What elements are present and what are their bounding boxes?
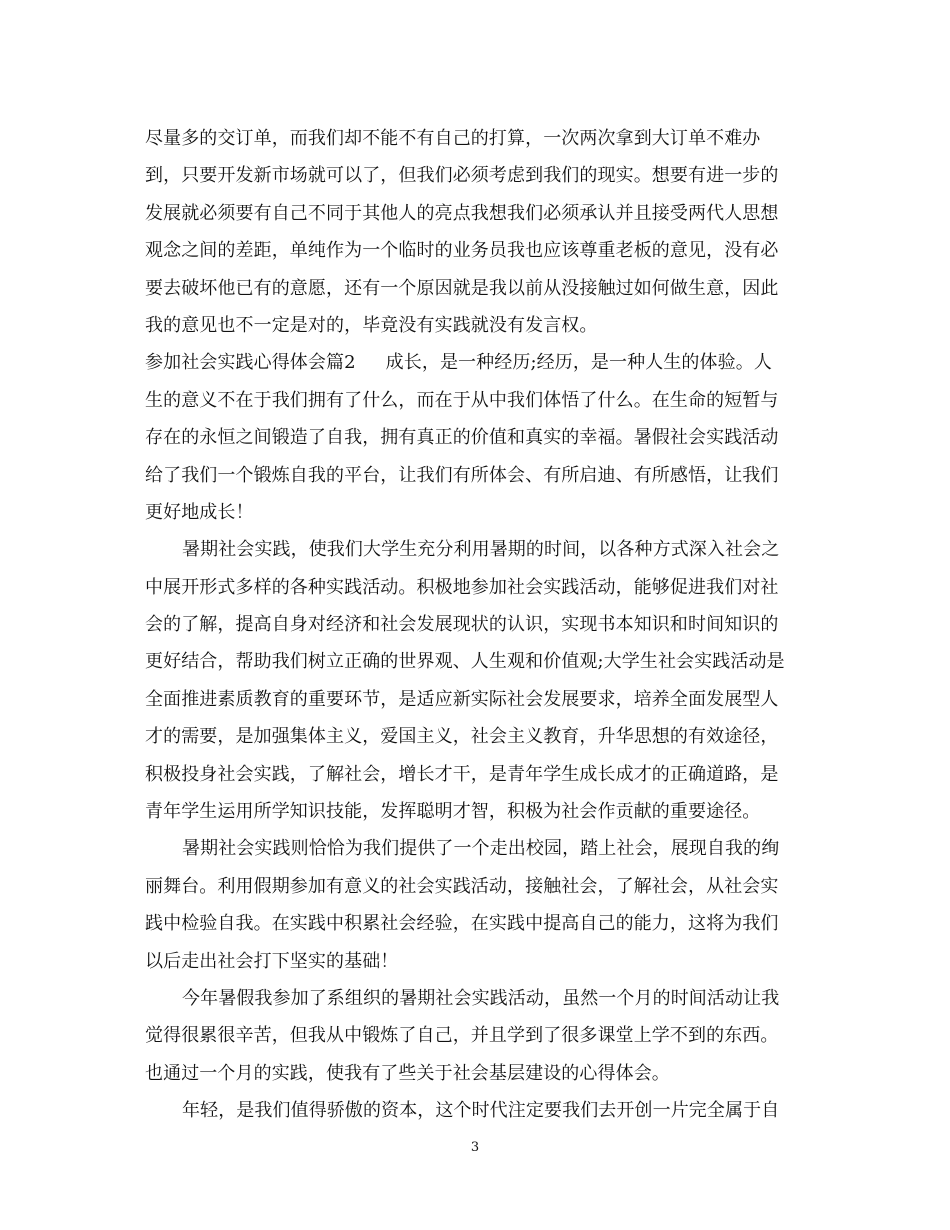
text-line: 才的需要，是加强集体主义，爱国主义，社会主义教育，升华思想的有效途径，	[145, 726, 779, 748]
text-line: 丽舞台。利用假期参加有意义的社会实践活动，接触社会，了解社会，从社会实	[145, 875, 779, 897]
paragraph-first-line: 暑期社会实践则恰恰为我们提供了一个走出校园，踏上社会，展现自我的绚	[182, 838, 780, 860]
text-line: 更好结合，帮助我们树立正确的世界观、人生观和价值观;大学生社会实践活动是	[145, 651, 785, 673]
text-line: 青年学生运用所学知识技能，发挥聪明才智，积极为社会作贡献的重要途径。	[145, 801, 761, 823]
text-line: 会的了解，提高自身对经济和社会发展现状的认识，实现书本知识和时间知识的	[145, 614, 779, 636]
text-line: 要去破坏他已有的意愿，还有一个原因就是我以前从没接触过如何做生意，因此	[145, 277, 779, 299]
document-body	[145, 120, 811, 1130]
text-line: 生的意义不在于我们拥有了什么，而在于从中我们体悟了什么。在生命的短暂与	[145, 389, 779, 411]
text-line: 以后走出社会打下坚实的基础！	[145, 950, 399, 972]
section-heading-line	[145, 344, 811, 381]
text-line: 观念之间的差距，单纯作为一个临时的业务员我也应该尊重老板的意见，没有必	[145, 240, 779, 262]
text-line: 更好地成长！	[145, 501, 254, 523]
section-first-sentence: 成长，是一种经历;经历，是一种人生的体验。人	[385, 352, 772, 374]
text-line: 发展就必须要有自己不同于其他人的亮点我想我们必须承认并且接受两代人思想	[145, 202, 779, 224]
paragraph-first-line: 暑期社会实践，使我们大学生充分利用暑期的时间，以各种方式深入社会之	[182, 539, 780, 561]
text-line: 觉得很累很辛苦，但我从中锻炼了自己，并且学到了很多课堂上学不到的东西。	[145, 1025, 779, 1047]
text-line: 积极投身社会实践，了解社会，增长才干，是青年学生成长成才的正确道路，是	[145, 763, 779, 785]
text-line: 尽量多的交订单，而我们却不能不有自己的打算，一次两次拿到大订单不难办	[145, 128, 761, 149]
text-line: 给了我们一个锻炼自我的平台，让我们有所体会、有所启迪、有所感悟，让我们	[145, 464, 779, 486]
text-line: 也通过一个月的实践，使我有了些关于社会基层建设的心得体会。	[145, 1062, 670, 1084]
section-title: 参加社会实践心得体会篇2	[145, 352, 356, 374]
text-line: 到，只要开发新市场就可以了，但我们必须考虑到我们的现实。想要有进一步的	[145, 165, 779, 187]
paragraph-first-line: 今年暑假我参加了系组织的暑期社会实践活动，虽然一个月的时间活动让我	[182, 987, 780, 1009]
paragraph-first-line: 年轻，是我们值得骄傲的资本，这个时代注定要我们去开创一片完全属于自	[182, 1100, 780, 1122]
text-line: 中展开形式多样的各种实践活动。积极地参加社会实践活动，能够促进我们对社	[145, 576, 779, 598]
page-number: 3	[470, 1140, 480, 1155]
text-line: 我的意见也不一定是对的，毕竟没有实践就没有发言权。	[145, 314, 598, 336]
text-line: 存在的永恒之间锻造了自我，拥有真正的价值和真实的幸福。暑假社会实践活动	[145, 427, 779, 449]
text-line: 全面推进素质教育的重要环节，是适应新实际社会发展要求，培养全面发展型人	[145, 688, 779, 710]
text-line: 践中检验自我。在实践中积累社会经验，在实践中提高自己的能力，这将为我们	[145, 913, 779, 935]
